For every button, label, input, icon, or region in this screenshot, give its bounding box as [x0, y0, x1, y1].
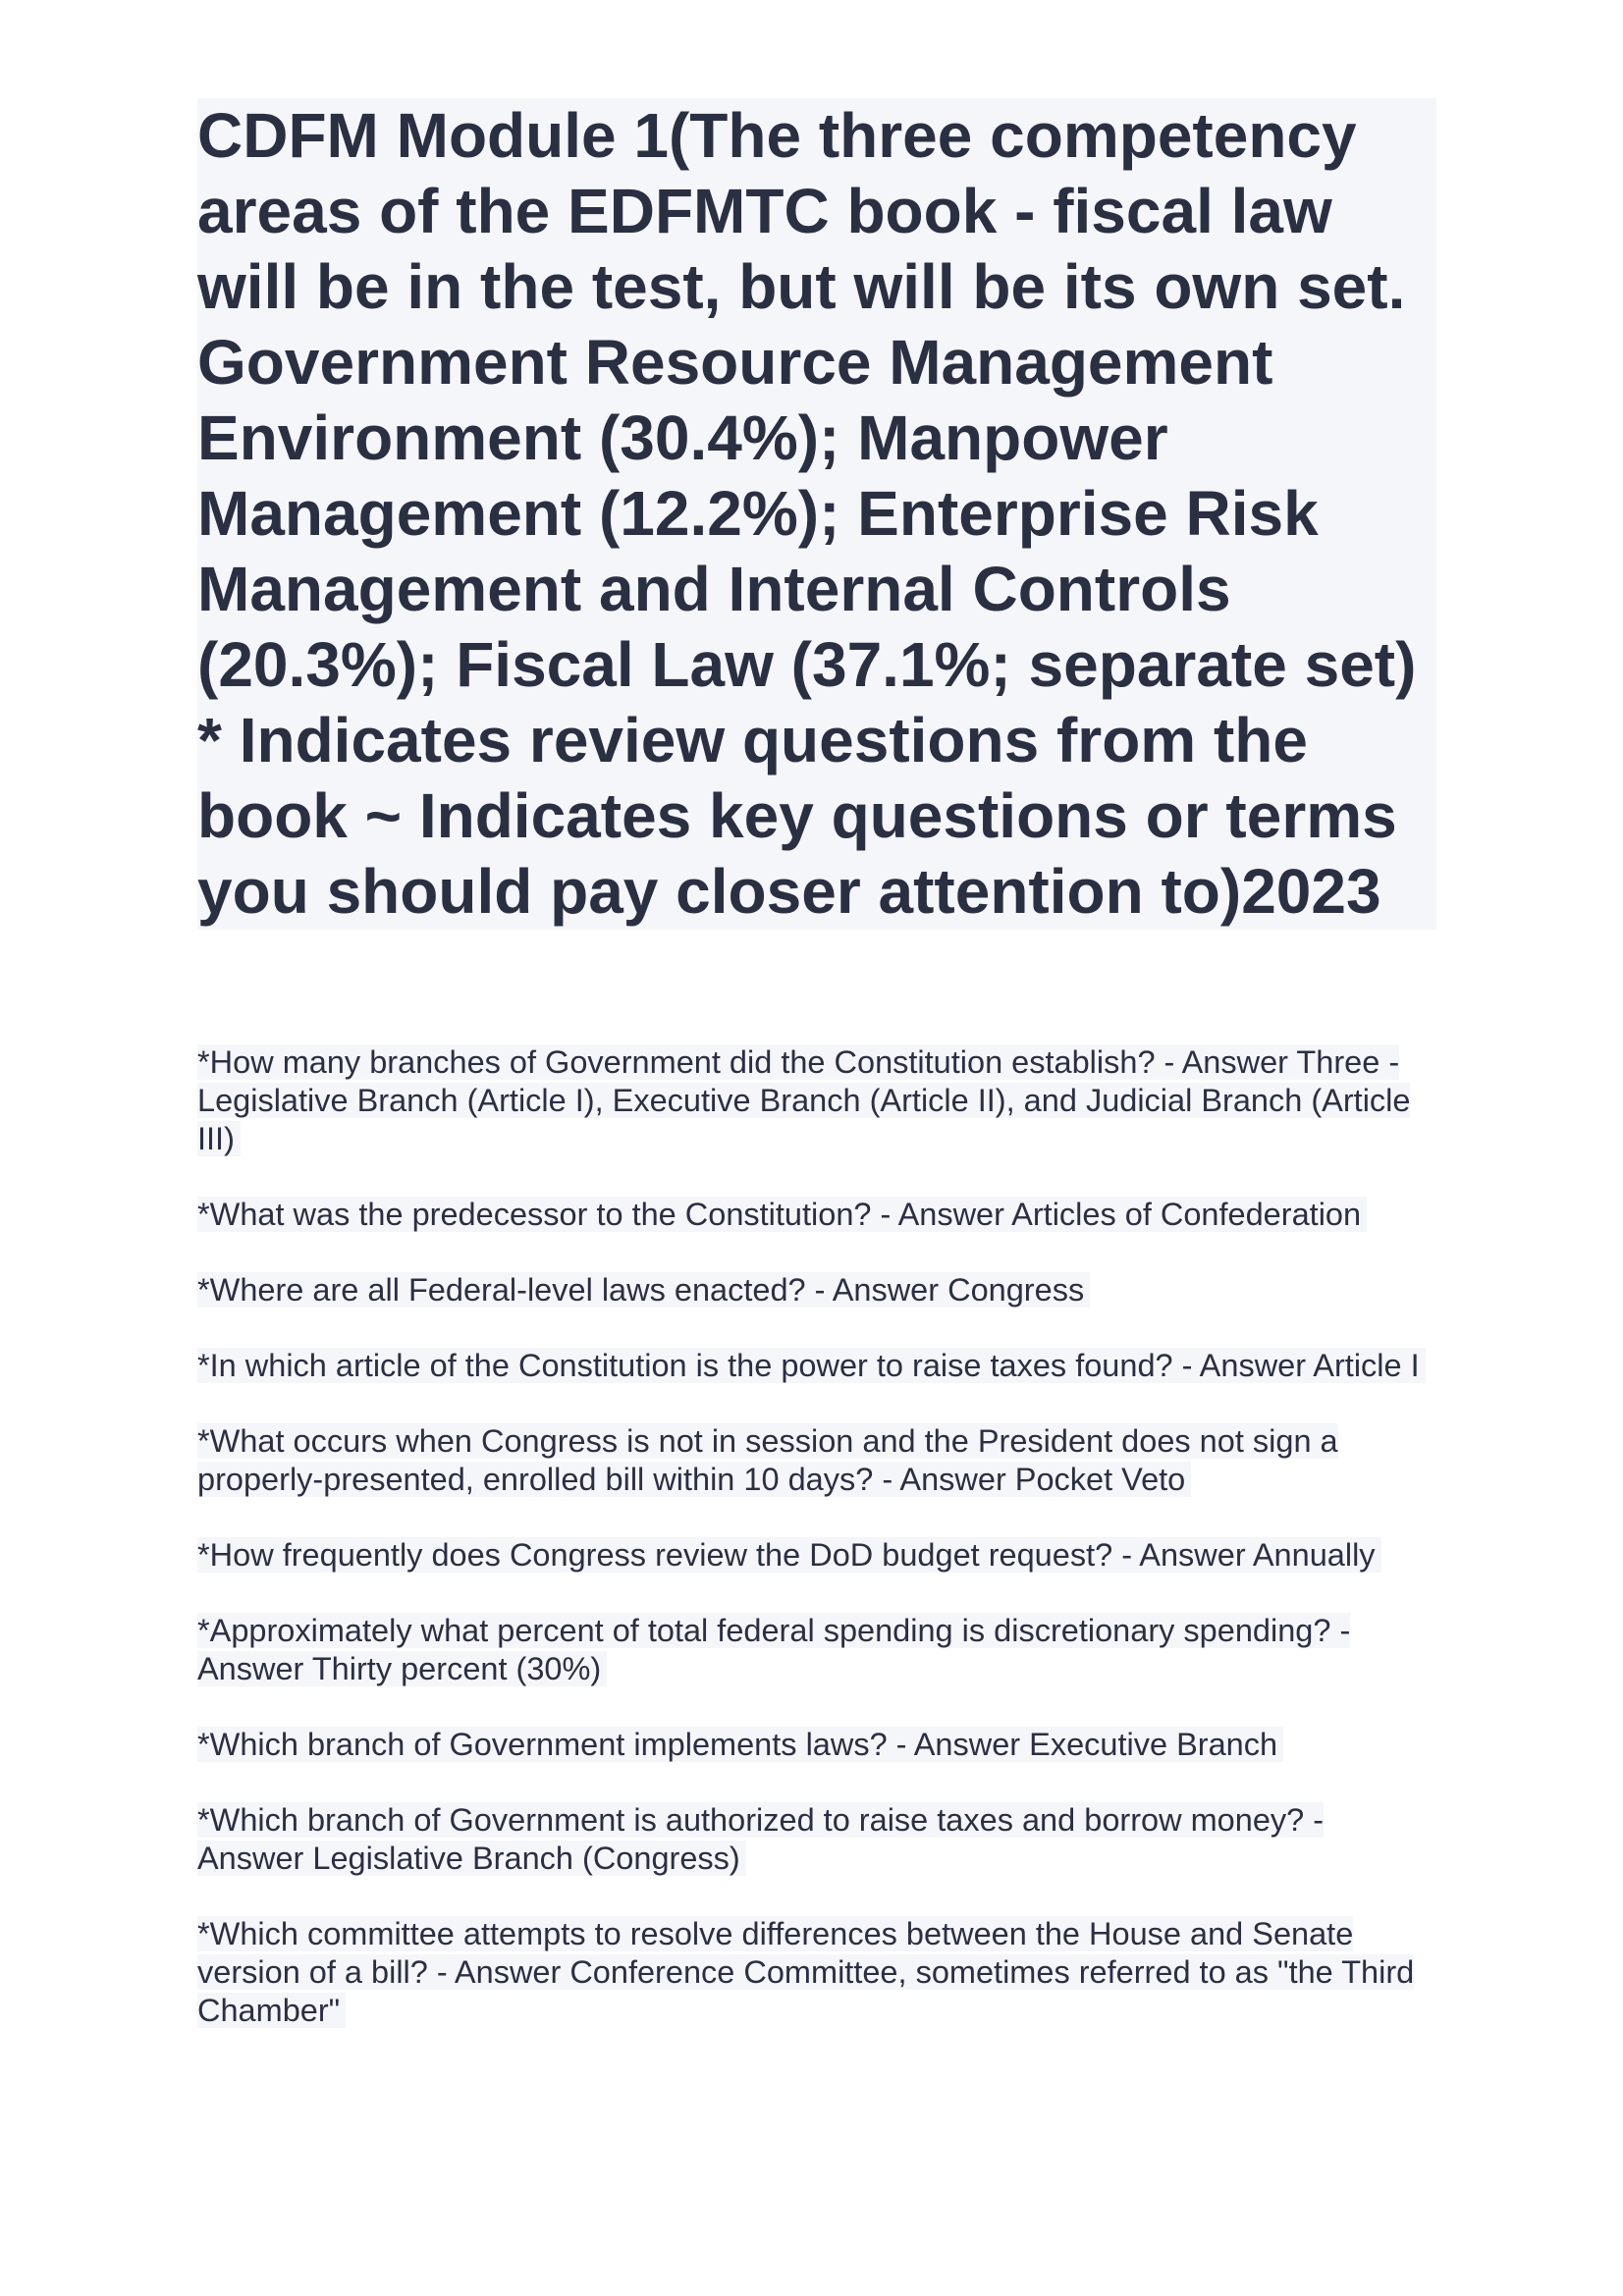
qa-item-3 [197, 1271, 1436, 1309]
qa-text: *What was the predecessor to the Constitution? - Answer Articles of Confederation [197, 1197, 1367, 1232]
qa-text: *How many branches of Government did the Constitution establish? - Answer Three - Legislative Branch (Article I), Executive Branch (Article II), and Judicial Branch (Article III) [197, 1044, 1411, 1156]
qa-item-10 [197, 1915, 1436, 2030]
qa-text: *In which article of the Constitution is the power to raise taxes found? - Answer Article I [197, 1348, 1426, 1383]
qa-text: *Which branch of Government is authorized to raise taxes and borrow money? - Answer Legislative Branch (Congress) [197, 1802, 1325, 1876]
qa-text: *How frequently does Congress review the DoD budget request? - Answer Annually [197, 1537, 1381, 1573]
title-block [197, 98, 1436, 930]
qa-item-7 [197, 1612, 1436, 1688]
qa-item-8 [197, 1726, 1436, 1764]
qa-text: *Which committee attempts to resolve differences between the House and Senate version of a bill? - Answer Conference Committee, sometimes referred to as "the Third Chamber" [197, 1916, 1415, 2028]
qa-text: *Approximately what percent of total federal spending is discretionary spending? - Answer Thirty percent (30%) [197, 1613, 1351, 1686]
qa-list [197, 1043, 1436, 2067]
qa-text: *What occurs when Congress is not in session and the President does not sign a properly-presented, enrolled bill within 10 days? - Answer Pocket Veto [197, 1423, 1338, 1497]
qa-text: *Which branch of Government implements laws? - Answer Executive Branch [197, 1727, 1283, 1762]
qa-item-9 [197, 1801, 1436, 1878]
qa-item-4 [197, 1347, 1436, 1385]
qa-item-2 [197, 1196, 1436, 1234]
qa-item-5 [197, 1422, 1436, 1499]
document-title: CDFM Module 1(The three competency areas of the EDFMTC book - fiscal law will be in the test, but will be its own set. Government Resource Management Environment (30.4%); Manpower Management (12.2%); Enterprise Risk Management and Internal Controls (20.3%); Fiscal Law (37.1%; separate set) * Indicates review questions from the book ~ Indicates key questions or terms you should pay closer attention to)2023 [197, 100, 1417, 927]
qa-item-1 [197, 1043, 1436, 1158]
qa-item-6 [197, 1536, 1436, 1575]
qa-text: *Where are all Federal-level laws enacted? - Answer Congress [197, 1272, 1090, 1308]
